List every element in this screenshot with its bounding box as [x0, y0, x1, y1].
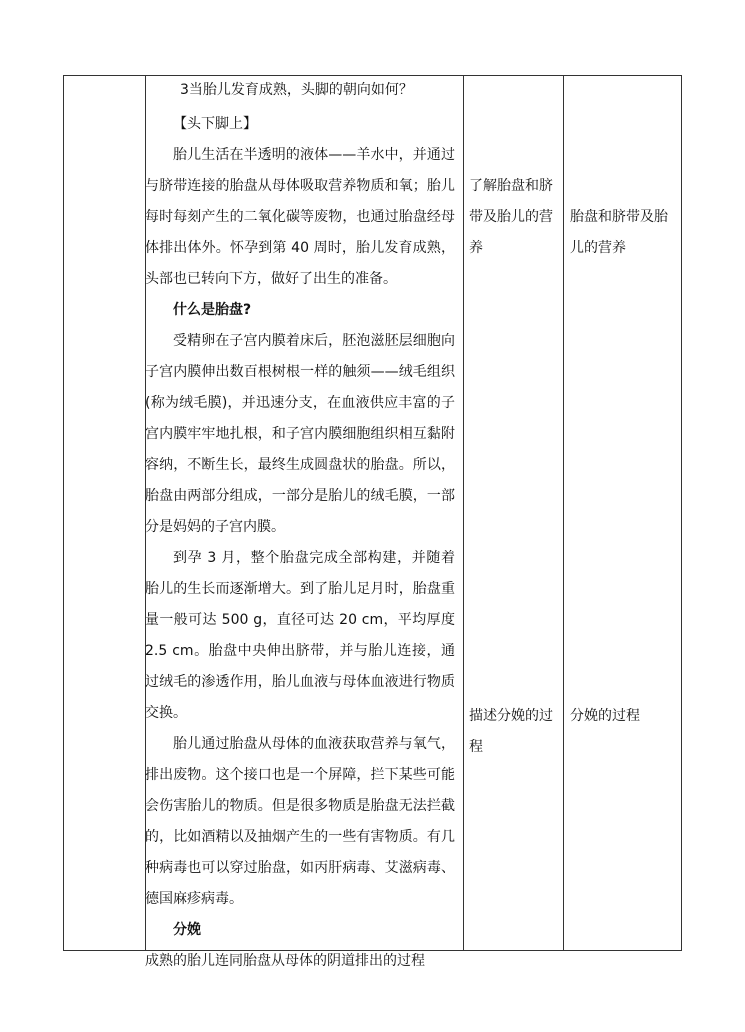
teaching-content [145, 109, 455, 977]
key-point-2: 分娩的过程 [570, 708, 640, 724]
objective-2: 描述分娩的过程 [469, 708, 553, 755]
definition-delivery: 成熟的胎儿连同胎盘从母体的阴道排出的过程 [145, 953, 425, 969]
heading-what-is-placenta: 什么是胎盘? [173, 302, 252, 318]
paragraph-placenta-growth: 到孕 3 月，整个胎盘完成全部构建，并随着胎儿的生长而逐渐增大。到了胎儿足月时，胎盘重量一般可达 500 g，直径可达 20 cm，平均厚度 2.5 cm。胎盘中央伸出脐带，并与胎儿连接，通过绒毛的渗透作用，胎儿血液与母体血液进行物质交换。 [145, 550, 455, 721]
column-divider [563, 76, 564, 950]
column-divider [463, 76, 464, 950]
question-3: 3当胎儿发育成熟，头脚的朝向如何？ [180, 82, 413, 98]
key-point-1: 胎盘和脐带及胎儿的营养 [570, 209, 668, 256]
heading-delivery: 分娩 [173, 922, 201, 938]
objective-1: 了解胎盘和脐带及胎儿的营养 [469, 178, 553, 256]
paragraph-placenta-barrier: 胎儿通过胎盘从母体的血液获取营养与氧气，排出废物。这个接口也是一个屏障，拦下某些可能会伤害胎儿的物质。但是很多物质是胎盘无法拦截的，比如酒精以及抽烟产生的一些有害物质。有几种病毒也可以穿过胎盘，如丙肝病毒、艾滋病毒、德国麻疹病毒。 [145, 736, 455, 907]
paragraph-fetus-environment: 胎儿生活在半透明的液体——羊水中，并通过与脐带连接的胎盘从母体吸取营养物质和氧；胎儿每时每刻产生的二氧化碳等废物，也通过胎盘经母体排出体外。怀孕到第 40 周时，胎儿发育成熟，头部也已转向下方，做好了出生的准备。 [145, 147, 455, 287]
paragraph-placenta-formation: 受精卵在子宫内膜着床后，胚泡滋胚层细胞向子宫内膜伸出数百根树根一样的触须——绒毛组织(称为绒毛膜)，并迅速分支，在血液供应丰富的子宫内膜牢牢地扎根，和子宫内膜细胞组织相互黏附容纳，不断生长，最终生成圆盘状的胎盘。所以，胎盘由两部分组成，一部分是胎儿的绒毛膜，一部分是妈妈的子宫内膜。 [145, 333, 455, 535]
answer-3: 【头下脚上】 [173, 116, 257, 132]
